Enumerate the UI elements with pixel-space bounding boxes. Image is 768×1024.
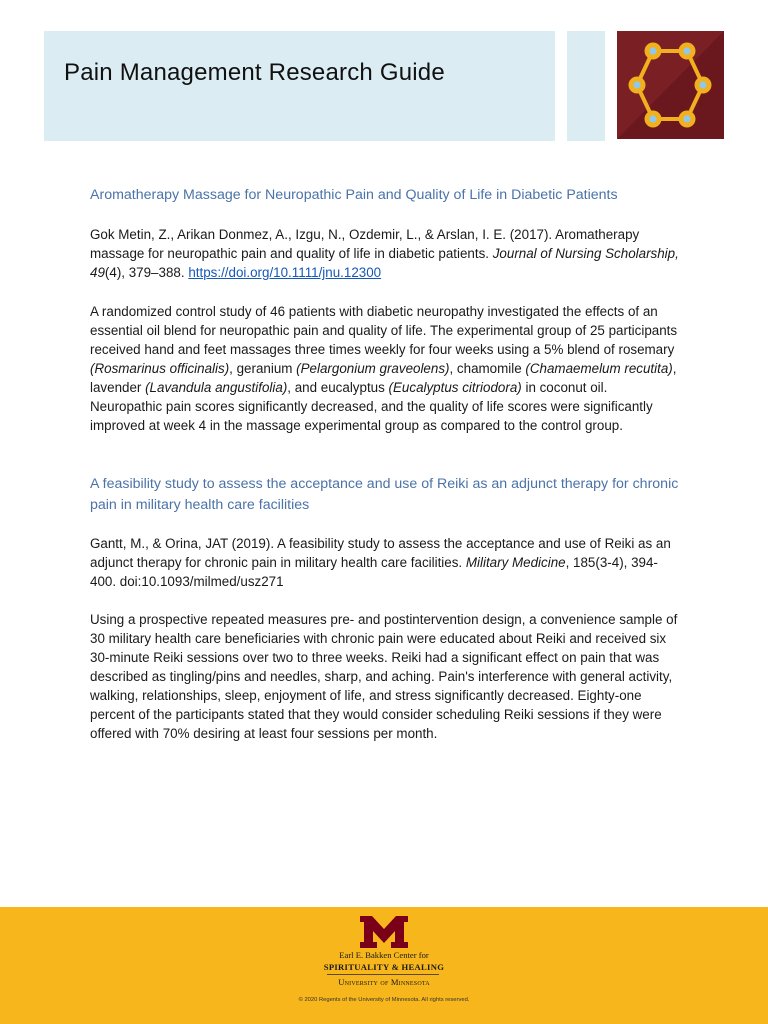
latin-name: (Lavandula angustifolia) [145, 380, 288, 395]
citation-pages: , 185(3-4), 394-400. doi:10.1093/milmed/usz271 [90, 555, 658, 589]
summary-text: , geranium [229, 361, 297, 376]
header-stripe [567, 31, 605, 141]
citation-journal: Journal of Nursing Scholarship, 49 [90, 246, 679, 280]
footer-university-name: University of Minnesota [338, 977, 430, 987]
footer-center-name: SPIRITUALITY & HEALING [323, 962, 445, 972]
summary-text: , chamomile [449, 361, 526, 376]
summary-text: A randomized control study of 46 patients with diabetic neuropathy investigated the effects of an essential oil blend for neuropathic pain and quality of life. The experimental group of 25 participants received hand and feet massages three times weekly for four weeks using a 5% blend of rosemary [90, 304, 678, 357]
latin-name: (Rosmarinus officinalis) [90, 361, 230, 376]
university-m-logo-icon [359, 915, 409, 949]
summary-text: in coconut oil. Neuropathic pain scores significantly decreased, and the quality of life scores were significantly improved at week 4 in the massage experimental group as compared to the control group. [90, 380, 653, 433]
section-heading-reiki: A feasibility study to assess the acceptance and use of Reiki as an adjunct therapy for chronic pain in military health care facilities [90, 476, 679, 513]
footer-band [0, 907, 768, 1024]
summary-text: , and eucalyptus [287, 380, 389, 395]
summary-reiki: Using a prospective repeated measures pre- and postintervention design, a convenience sample of 30 military health care beneficiaries with chronic pain were educated about Reiki and received six 30-minute Reiki sessions over two to three weeks. Reiki had a significant effect on pain that was described as tingling/pins and needles, sharp, and aching. Pain's interference with general activity, walking, relationships, sleep, enjoyment of life, and stress significantly decreased. Eighty-one percent of the participants stated that they would consider scheduling Reiki sessions if they were offered with 70% desiring at least four sessions per month. [90, 612, 678, 741]
citation-reiki [90, 534, 680, 591]
footer-org-line: Earl E. Bakken Center for [339, 950, 429, 960]
logo-tile [617, 31, 724, 139]
header-band [44, 31, 555, 141]
citation-aromatherapy [90, 225, 680, 282]
page-title: Pain Management Research Guide [64, 59, 445, 86]
latin-name: (Pelargonium graveolens) [296, 361, 450, 376]
hexagon-molecule-icon [617, 31, 724, 139]
footer-copyright: © 2020 Regents of the University of Minnesota. All rights reserved. [298, 997, 470, 1003]
footer-divider [327, 974, 439, 975]
doi-link[interactable]: https://doi.org/10.1111/jnu.12300 [188, 265, 382, 280]
citation-journal: Military Medicine [465, 555, 566, 570]
latin-name: (Eucalyptus citriodora) [388, 380, 522, 395]
citation-authors: Gantt, M., & Orina, JAT (2019). A feasibility study to assess the acceptance and use of Reiki as an adjunct therapy for chronic pain in military health care facilities. [90, 536, 671, 570]
latin-name: (Chamaemelum recutita) [525, 361, 673, 376]
summary-aromatherapy [90, 302, 680, 435]
citation-authors: Gok Metin, Z., Arikan Donmez, A., Izgu, N., Ozdemir, L., & Arslan, I. E. (2017). Aromatherapy massage for neuropathic pain and quality of life in diabetic patients. [90, 227, 640, 261]
summary-text: , lavender [90, 361, 677, 395]
citation-pages: (4), 379–388. [104, 265, 185, 280]
section-heading-aromatherapy: Aromatherapy Massage for Neuropathic Pain and Quality of Life in Diabetic Patients [90, 187, 618, 203]
